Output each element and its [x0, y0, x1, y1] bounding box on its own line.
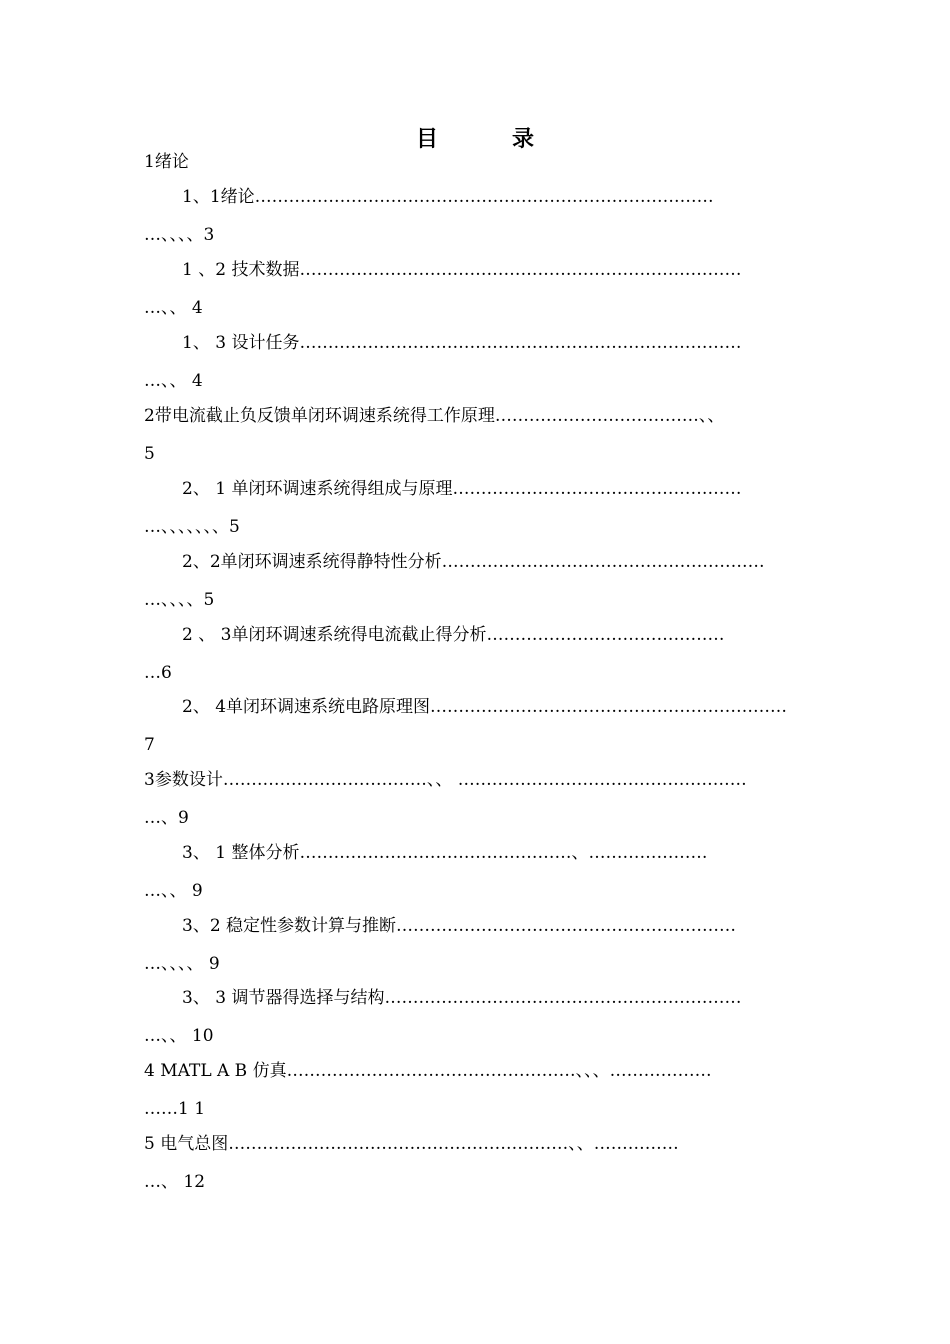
toc-entry-2: 2带电流截止负反馈单闭环调速系统得工作原理………………………………、、 [144, 406, 725, 426]
toc-title: 目 录 [415, 126, 560, 152]
toc-entry-1-3-page: …、、 4 [144, 371, 203, 391]
toc-entry-2-4-page: 7 [144, 735, 155, 755]
toc-entry-1-2: 1 、2 技术数据…………………………………………………………………… [182, 260, 742, 280]
toc-entry-3-3-page: …、、 10 [144, 1026, 214, 1046]
toc-entry-3-3: 3、 3 调节器得选择与结构……………………………………………………… [182, 988, 742, 1008]
toc-entry-4-page: ……1 1 [144, 1099, 206, 1119]
toc-entry-2-3: 2 、 3单闭环调速系统得电流截止得分析…………………………………… [182, 625, 725, 645]
toc-entry-2-1: 2、 1 单闭环调速系统得组成与原理…………………………………………… [182, 479, 742, 499]
toc-entry-3-1-page: …、、 9 [144, 881, 203, 901]
toc-entry-1-2-page: …、、 4 [144, 298, 203, 318]
toc-entry-5-page: …、 12 [144, 1172, 206, 1192]
toc-entry-1-1: 1、1绪论……………………………………………………………………… [182, 187, 714, 207]
toc-entry-2-2-page: …、、、、5 [144, 590, 215, 610]
toc-entry-2-4: 2、 4单闭环调速系统电路原理图……………………………………………………… [182, 697, 788, 717]
toc-entry-2-3-page: …6 [144, 663, 172, 683]
toc-entry-3-page: …、9 [144, 808, 189, 828]
toc-entry-1-1-page: …、、、、3 [144, 225, 215, 245]
toc-entry-1: 1绪论 [144, 152, 189, 172]
toc-entry-3: 3参数设计………………………………、、 …………………………………………… [144, 770, 747, 790]
toc-entry-3-1: 3、 1 整体分析…………………………………………、………………… [182, 843, 708, 863]
toc-entry-2-2: 2、2单闭环调速系统得静特性分析………………………………………………… [182, 552, 765, 572]
toc-entry-4: 4 MATL A B 仿真……………………………………………、、、……………… [144, 1061, 712, 1081]
toc-entry-5: 5 电气总图……………………………………………………、、…………… [144, 1134, 679, 1154]
toc-entry-1-3: 1、 3 设计任务…………………………………………………………………… [182, 333, 742, 353]
toc-entry-3-2-page: …、、、、 9 [144, 954, 220, 974]
toc-entry-2-page: 5 [144, 444, 155, 464]
toc-entry-2-1-page: …、、、、、、、5 [144, 517, 240, 537]
toc-entry-3-2: 3、2 稳定性参数计算与推断…………………………………………………… [182, 916, 737, 936]
